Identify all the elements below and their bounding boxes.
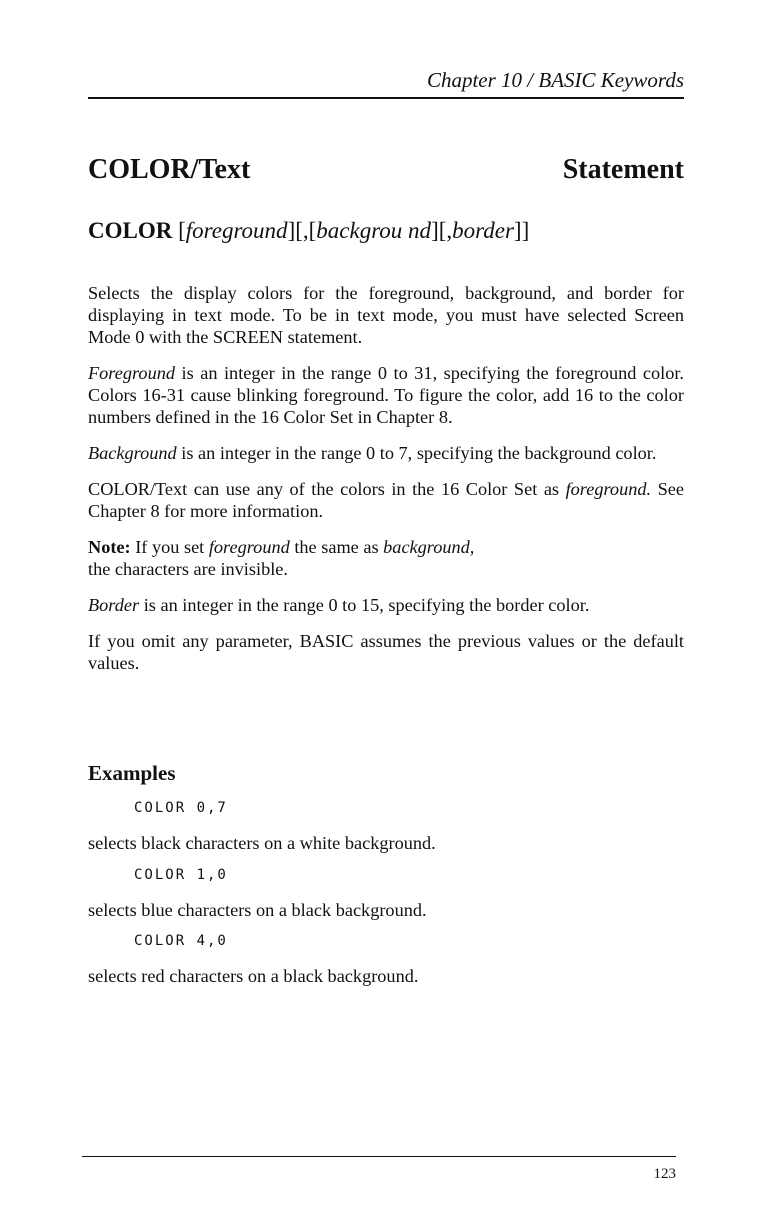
example-description: selects red characters on a black background. [88, 966, 419, 986]
example-code: COLOR 1,0 [134, 867, 228, 883]
syntax-line [88, 218, 529, 244]
syntax-keyword: COLOR [88, 218, 173, 243]
note-label: Note: [88, 537, 131, 557]
term-foreground: foreground [208, 537, 290, 557]
example-description: selects blue characters on a black background. [88, 900, 427, 920]
note-text: the same as [289, 537, 384, 557]
syntax-part: ]] [513, 218, 530, 243]
entry-title-keyword: COLOR/Text [88, 154, 251, 185]
paragraph-text: is an integer in the range 0 to 15, specifying the border color. [139, 595, 590, 615]
paragraph-text: is an integer in the range 0 to 31, specifying the foreground color. Colors 16-31 cause blinking foreground. To figure the color, add 16 to the color numbers defined in the 16 Color Set in Chapter 8. [88, 363, 684, 427]
term-background: background, [383, 537, 475, 557]
note-text: the characters are invisible. [88, 559, 288, 579]
note-text: If you set [130, 537, 209, 557]
syntax-param-border: border [452, 218, 514, 243]
description-body [88, 282, 684, 688]
paragraph-defaults: If you omit any parameter, BASIC assumes the previous values or the default values. [88, 631, 684, 673]
footer-rule [82, 1156, 676, 1157]
note [88, 536, 684, 580]
paragraph-foreground [88, 362, 684, 428]
term-border: Border [88, 595, 140, 615]
paragraph-border [88, 594, 684, 616]
paragraph-text: is an integer in the range 0 to 7, specifying the background color. [176, 443, 657, 463]
example-code: COLOR 0,7 [134, 800, 228, 816]
paragraph-text: COLOR/Text can use any of the colors in the 16 Color Set as [88, 479, 566, 499]
syntax-part: [ [178, 218, 186, 243]
paragraph-color-set [88, 478, 684, 522]
paragraph-background [88, 442, 684, 464]
syntax-part: ][,[ [287, 218, 317, 243]
term-foreground: foreground. [565, 479, 652, 499]
example-description: selects black characters on a white background. [88, 833, 436, 853]
syntax-param-foreground: foreground [185, 218, 288, 243]
example-code: COLOR 4,0 [134, 933, 228, 949]
header-rule [88, 97, 684, 99]
syntax-param-background: backgrou nd [316, 218, 432, 243]
term-foreground: Foreground [88, 363, 175, 383]
entry-title-type: Statement [562, 154, 684, 185]
paragraph-intro: Selects the display colors for the foreground, background, and border for displaying in text mode. To be in text mode, you must have selected Screen Mode 0 with the SCREEN statement. [88, 283, 684, 347]
entry-title [88, 154, 684, 194]
syntax-part: ][, [431, 218, 453, 243]
term-background: Background [88, 443, 177, 463]
running-head: Chapter 10 / BASIC Keywords [426, 68, 684, 92]
paragraph-text: See Chapter 8 for more information. [88, 479, 684, 521]
page-number: 123 [653, 1166, 676, 1182]
examples-heading: Examples [88, 761, 176, 785]
